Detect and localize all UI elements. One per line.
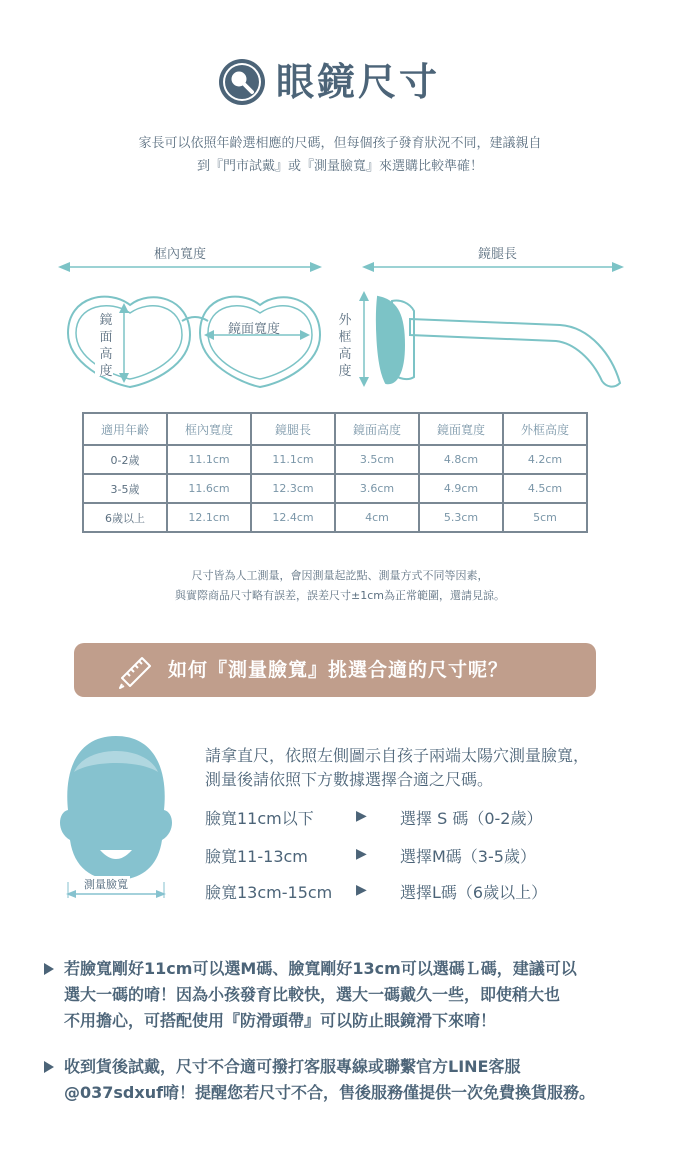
bullet-1-line-1: 若臉寬剛好11cm可以選M碼、臉寬剛好13cm可以選碼Ｌ碼，建議可以 (64, 959, 577, 978)
arrow-right-icon: ▶ (356, 882, 367, 898)
table-header-row (83, 413, 587, 445)
intro-line-2: 到『門市試戴』或『測量臉寬』來選購比較準確！ (196, 159, 483, 174)
table-cell: 4.8cm (419, 445, 503, 474)
lens-width-label: 鏡面寬度 (228, 322, 281, 337)
bullet-triangle-icon (44, 963, 54, 975)
table-header: 適用年齡 (83, 413, 167, 445)
ruler-pencil-icon (118, 652, 156, 694)
table-cell: 0-2歲 (83, 445, 167, 474)
frame-height-label: 外框高度 (338, 313, 352, 379)
table-row (83, 474, 587, 503)
table-cell: 5.3cm (419, 503, 503, 532)
intro-line-1: 家長可以依照年齡選相應的尺碼，但每個孩子發育狀況不同，建議親自 (138, 136, 542, 151)
table-cell: 5cm (503, 503, 587, 532)
arrow-right-icon: ▶ (356, 846, 367, 862)
face-width-range: 臉寬11-13cm (205, 847, 308, 866)
bullet-1-line-2: 選大一碼的唷！因為小孩發育比較快，選大一碼戴久一些，即使稍大也 (64, 985, 561, 1004)
recommended-size: 選擇 S 碼（0-2歲） (400, 809, 543, 828)
frame-inner-width-label: 框內寬度 (154, 247, 207, 262)
bullet-2-line-1: 收到貨後試戴，尺寸不合適可撥打客服專線或聯繫官方LINE客服 (64, 1057, 521, 1076)
table-header: 框內寬度 (167, 413, 251, 445)
recommended-size: 選擇M碼（3-5歲） (400, 847, 536, 866)
bullet-1-line-3: 不用擔心，可搭配使用『防滑頭帶』可以防止眼鏡滑下來唷！ (64, 1011, 497, 1030)
table-cell: 4cm (335, 503, 419, 532)
measure-face-label: 測量臉寬 (84, 878, 128, 891)
table-header: 鏡腿長 (251, 413, 335, 445)
recommended-size: 選擇L碼（6歲以上） (400, 883, 548, 902)
table-cell: 6歲以上 (83, 503, 167, 532)
table-cell: 12.4cm (251, 503, 335, 532)
instruction-line-2: 測量後請依照下方數據選擇合適之尺碼。 (205, 770, 494, 789)
page-title: 眼鏡尺寸 (276, 60, 441, 104)
table-cell: 3.5cm (335, 445, 419, 474)
table-cell: 12.3cm (251, 474, 335, 503)
table-cell: 12.1cm (167, 503, 251, 532)
search-icon (218, 58, 266, 106)
arrow-right-icon: ▶ (356, 808, 367, 824)
temple-length-label: 鏡腿長 (478, 247, 518, 262)
table-cell: 4.9cm (419, 474, 503, 503)
table-cell: 3.6cm (335, 474, 419, 503)
table-cell: 11.6cm (167, 474, 251, 503)
face-width-range: 臉寬13cm-15cm (205, 883, 333, 902)
table-header: 外框高度 (503, 413, 587, 445)
table-cell: 3-5歲 (83, 474, 167, 503)
note-line-2: 與實際商品尺寸略有誤差，誤差尺寸±1cm為正常範圍，還請見諒。 (175, 589, 505, 602)
table-cell: 11.1cm (251, 445, 335, 474)
table-header: 鏡面高度 (335, 413, 419, 445)
table-header: 鏡面寬度 (419, 413, 503, 445)
table-cell: 4.2cm (503, 445, 587, 474)
bullet-triangle-icon (44, 1061, 54, 1073)
face-width-range: 臉寬11cm以下 (205, 809, 314, 828)
table-cell: 4.5cm (503, 474, 587, 503)
instruction-line-1: 請拿直尺，依照左側圖示自孩子兩端太陽穴測量臉寬， (205, 746, 590, 765)
table-cell: 11.1cm (167, 445, 251, 474)
table-row (83, 503, 587, 532)
table-row (83, 445, 587, 474)
banner-text: 如何『測量臉寬』挑選合適的尺寸呢？ (168, 659, 509, 681)
size-table (82, 412, 588, 533)
lens-height-label: 鏡面高度 (99, 313, 113, 379)
note-line-1: 尺寸皆為人工測量，會因測量起訖點、測量方式不同等因素， (191, 569, 489, 582)
bullet-2-line-2: @037sdxuf唷！提醒您若尺寸不合，售後服務僅提供一次免費換貨服務。 (64, 1083, 596, 1102)
